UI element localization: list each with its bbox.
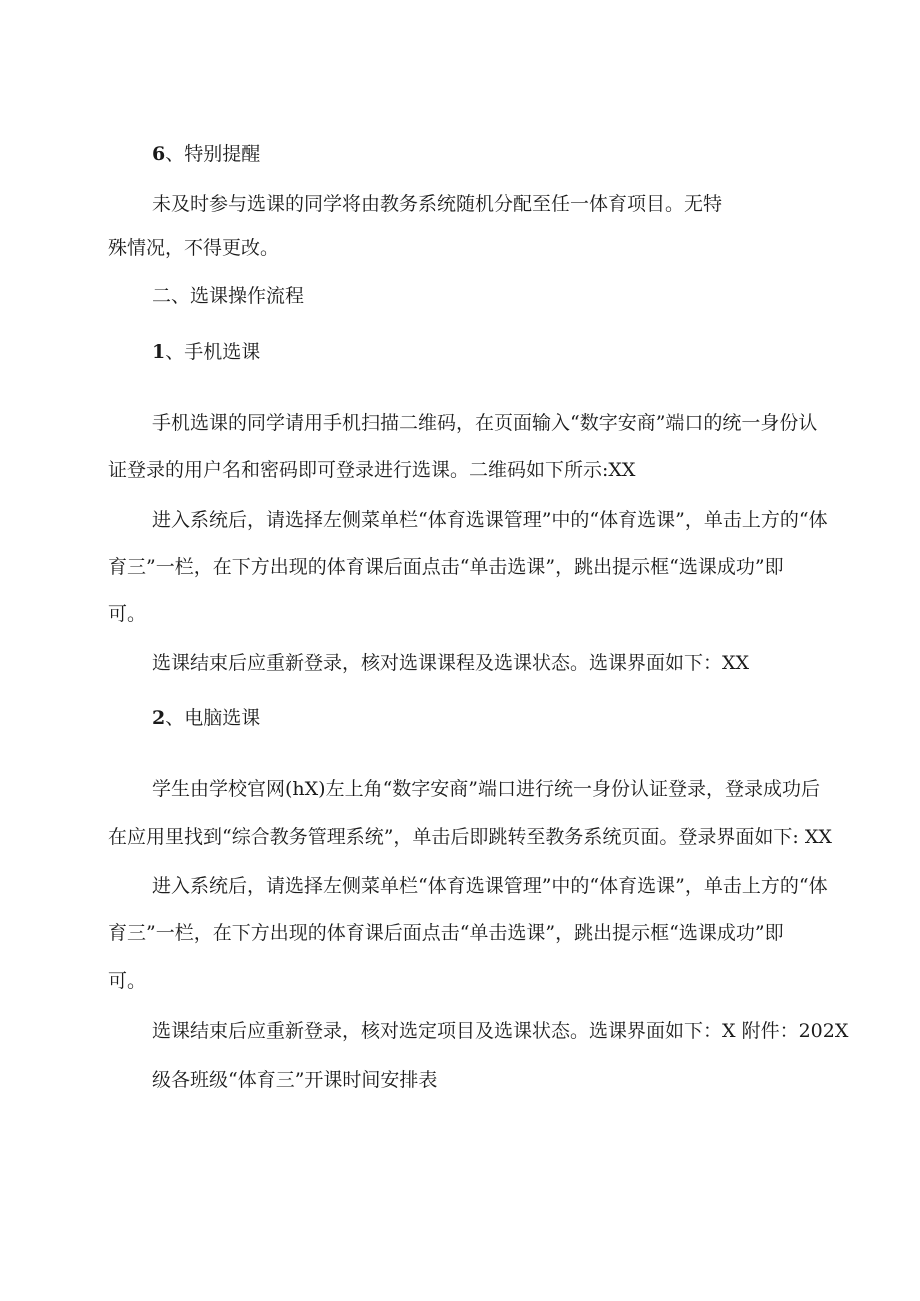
heading-number: 2 [152, 707, 166, 729]
paragraph-line: 手机选课的同学请用手机扫描二维码，在页面输入“数字安商”端口的统一身份认 [152, 412, 818, 434]
paragraph-line: 进入系统后，请选择左侧菜单栏“体育选课管理”中的“体育选课”，单击上方的“体 [152, 875, 828, 897]
paragraph-line: 可。 [108, 603, 147, 625]
paragraph-line: 育三”一栏，在下方出现的体育课后面点击“单击选课”，跳出提示框“选课成功”即 [108, 922, 784, 944]
section-heading-special-reminder [152, 142, 260, 166]
heading-text: 、电脑选课 [165, 707, 261, 729]
heading-number: 6 [152, 143, 166, 165]
paragraph-line: 殊情况，不得更改。 [108, 237, 280, 259]
paragraph-line: 选课结束后应重新登录，核对选定项目及选课状态。选课界面如下：X 附件：202X [152, 1020, 849, 1042]
subsection-heading-computer-selection [152, 706, 260, 730]
paragraph-line: 级各班级“体育三”开课时间安排表 [152, 1069, 438, 1091]
paragraph-line: 证登录的用户名和密码即可登录进行选课。二维码如下所示:XX [108, 459, 636, 481]
heading-text: 、手机选课 [165, 341, 261, 363]
paragraph-line: 育三”一栏，在下方出现的体育课后面点击“单击选课”，跳出提示框“选课成功”即 [108, 556, 784, 578]
section-heading-course-selection-process: 二、选课操作流程 [152, 285, 305, 307]
paragraph-line: 学生由学校官网(hX)左上角“数字安商”端口进行统一身份认证登录，登录成功后 [152, 778, 821, 800]
subsection-heading-mobile-selection [152, 340, 260, 364]
paragraph-line: 未及时参与选课的同学将由教务系统随机分配至任一体育项目。无特 [152, 193, 723, 215]
heading-number: 1 [152, 341, 166, 363]
paragraph-line: 选课结束后应重新登录，核对选课课程及选课状态。选课界面如下：XX [152, 652, 750, 674]
paragraph-line: 可。 [108, 970, 147, 992]
paragraph-line: 在应用里找到“综合教务管理系统”，单击后即跳转至教务系统页面。登录界面如下: XX [108, 826, 832, 848]
heading-text: 、特别提醒 [165, 143, 261, 165]
paragraph-line: 进入系统后，请选择左侧菜单栏“体育选课管理”中的“体育选课”，单击上方的“体 [152, 509, 828, 531]
